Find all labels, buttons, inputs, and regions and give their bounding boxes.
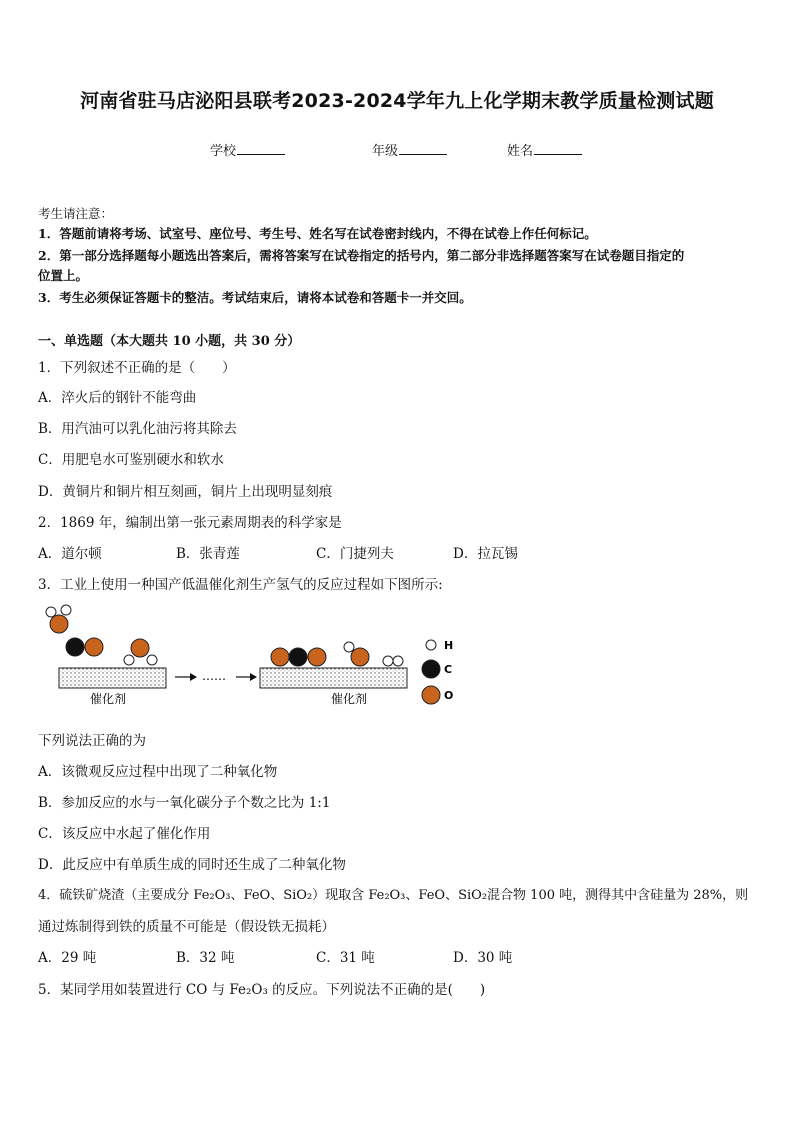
q3-option-c: C．该反应中水起了催化作用	[38, 826, 211, 842]
question-3-stem: 3．工业上使用一种国产低温催化剂生产氢气的反应过程如下图所示:	[38, 577, 443, 593]
h-atom	[61, 605, 71, 615]
catalyst-label-2: 催化剂	[331, 692, 368, 706]
question-5-stem: 5．某同学用如装置进行 CO 与 Fe₂O₃ 的反应。下列说法不正确的是( )	[38, 982, 486, 998]
notice-item-1: 1．答题前请将考场、试室号、座位号、考生号、姓名写在试卷密封线内，不得在试卷上作任何标记。	[38, 226, 597, 241]
c-atom	[66, 638, 84, 656]
h-atom	[393, 656, 403, 666]
legend-c-icon	[422, 660, 440, 678]
q1-option-b: B．用汽油可以乳化油污将其除去	[38, 421, 237, 437]
o-atom	[131, 639, 149, 657]
name-field[interactable]: 姓名	[507, 140, 582, 159]
legend-h: H	[444, 639, 454, 652]
q1-option-c: C．用肥皂水可鉴别硬水和软水	[38, 452, 224, 468]
o-atom	[271, 648, 289, 666]
question-1-stem: 1．下列叙述不正确的是（ ）	[38, 360, 236, 376]
o-atom	[351, 648, 369, 666]
grade-field[interactable]: 年级	[372, 140, 447, 159]
q3-option-d: D．此反应中有单质生成的同时还生成了二种氧化物	[38, 857, 346, 873]
q2-option-d: D．拉瓦锡	[453, 546, 518, 562]
notice-heading: 考生请注意：	[38, 206, 114, 221]
section-heading: 一、单选题（本大题共 10 小题，共 30 分）	[38, 334, 301, 349]
h-atom	[344, 642, 354, 652]
q4-option-b: B．32 吨	[176, 950, 235, 966]
legend-o-icon	[422, 686, 440, 704]
notice-item-3: 3．考生必须保证答题卡的整洁。考试结束后，请将本试卷和答题卡一并交回。	[38, 290, 472, 305]
legend-h-icon	[426, 640, 436, 650]
reaction-diagram	[38, 600, 478, 720]
q1-option-a: A．淬火后的钢针不能弯曲	[38, 390, 197, 406]
o-atom	[85, 638, 103, 656]
q2-option-c: C．门捷列夫	[316, 546, 394, 562]
q2-option-a: A．道尔顿	[38, 546, 102, 562]
arrow-icon	[250, 673, 257, 681]
notice-item-2: 2．第一部分选择题每小题选出答案后，需将答案写在试卷指定的括号内，第二部分非选择题答案写在试卷题目指定的	[38, 248, 685, 263]
q4-option-d: D．30 吨	[453, 950, 513, 966]
c-atom	[289, 648, 307, 666]
q4-option-c: C．31 吨	[316, 950, 375, 966]
legend-o: O	[444, 689, 454, 702]
notice-item-2-cont: 位置上。	[38, 268, 89, 283]
o-atom	[50, 615, 68, 633]
question-2-stem: 2．1869 年，编制出第一张元素周期表的科学家是	[38, 515, 342, 531]
school-field[interactable]: 学校	[210, 140, 285, 159]
h-atom	[147, 655, 157, 665]
question-4-stem: 4．硫铁矿烧渣（主要成分 Fe₂O₃、FeO、SiO₂）现取含 Fe₂O₃、FeO、SiO₂混合物 100 吨，测得其中含硅量为 28%，则	[38, 888, 749, 903]
q1-option-d: D．黄铜片和铜片相互刻画，铜片上出现明显刻痕	[38, 484, 333, 500]
q3-option-b: B．参加反应的水与一氧化碳分子个数之比为 1:1	[38, 795, 331, 811]
legend-c: C	[444, 663, 453, 676]
catalyst-label-1: 催化剂	[90, 692, 127, 706]
q4-line2: 通过炼制得到铁的质量不可能是（假设铁无损耗）	[38, 919, 335, 935]
o-atom	[308, 648, 326, 666]
q2-option-b: B．张青莲	[176, 546, 240, 562]
q4-option-a: A．29 吨	[38, 950, 97, 966]
page-title: 河南省驻马店泌阳县联考2023-2024学年九上化学期末教学质量检测试题	[80, 90, 714, 112]
catalyst-surface-1	[59, 668, 166, 688]
arrow-icon	[190, 673, 197, 681]
ellipsis: ……	[202, 669, 226, 683]
h-atom	[124, 655, 134, 665]
q3-option-a: A．该微观反应过程中出现了二种氧化物	[38, 764, 278, 780]
h-atom	[383, 656, 393, 666]
catalyst-surface-2	[260, 668, 407, 688]
h-atom	[46, 607, 56, 617]
q3-prompt: 下列说法正确的为	[38, 733, 146, 749]
